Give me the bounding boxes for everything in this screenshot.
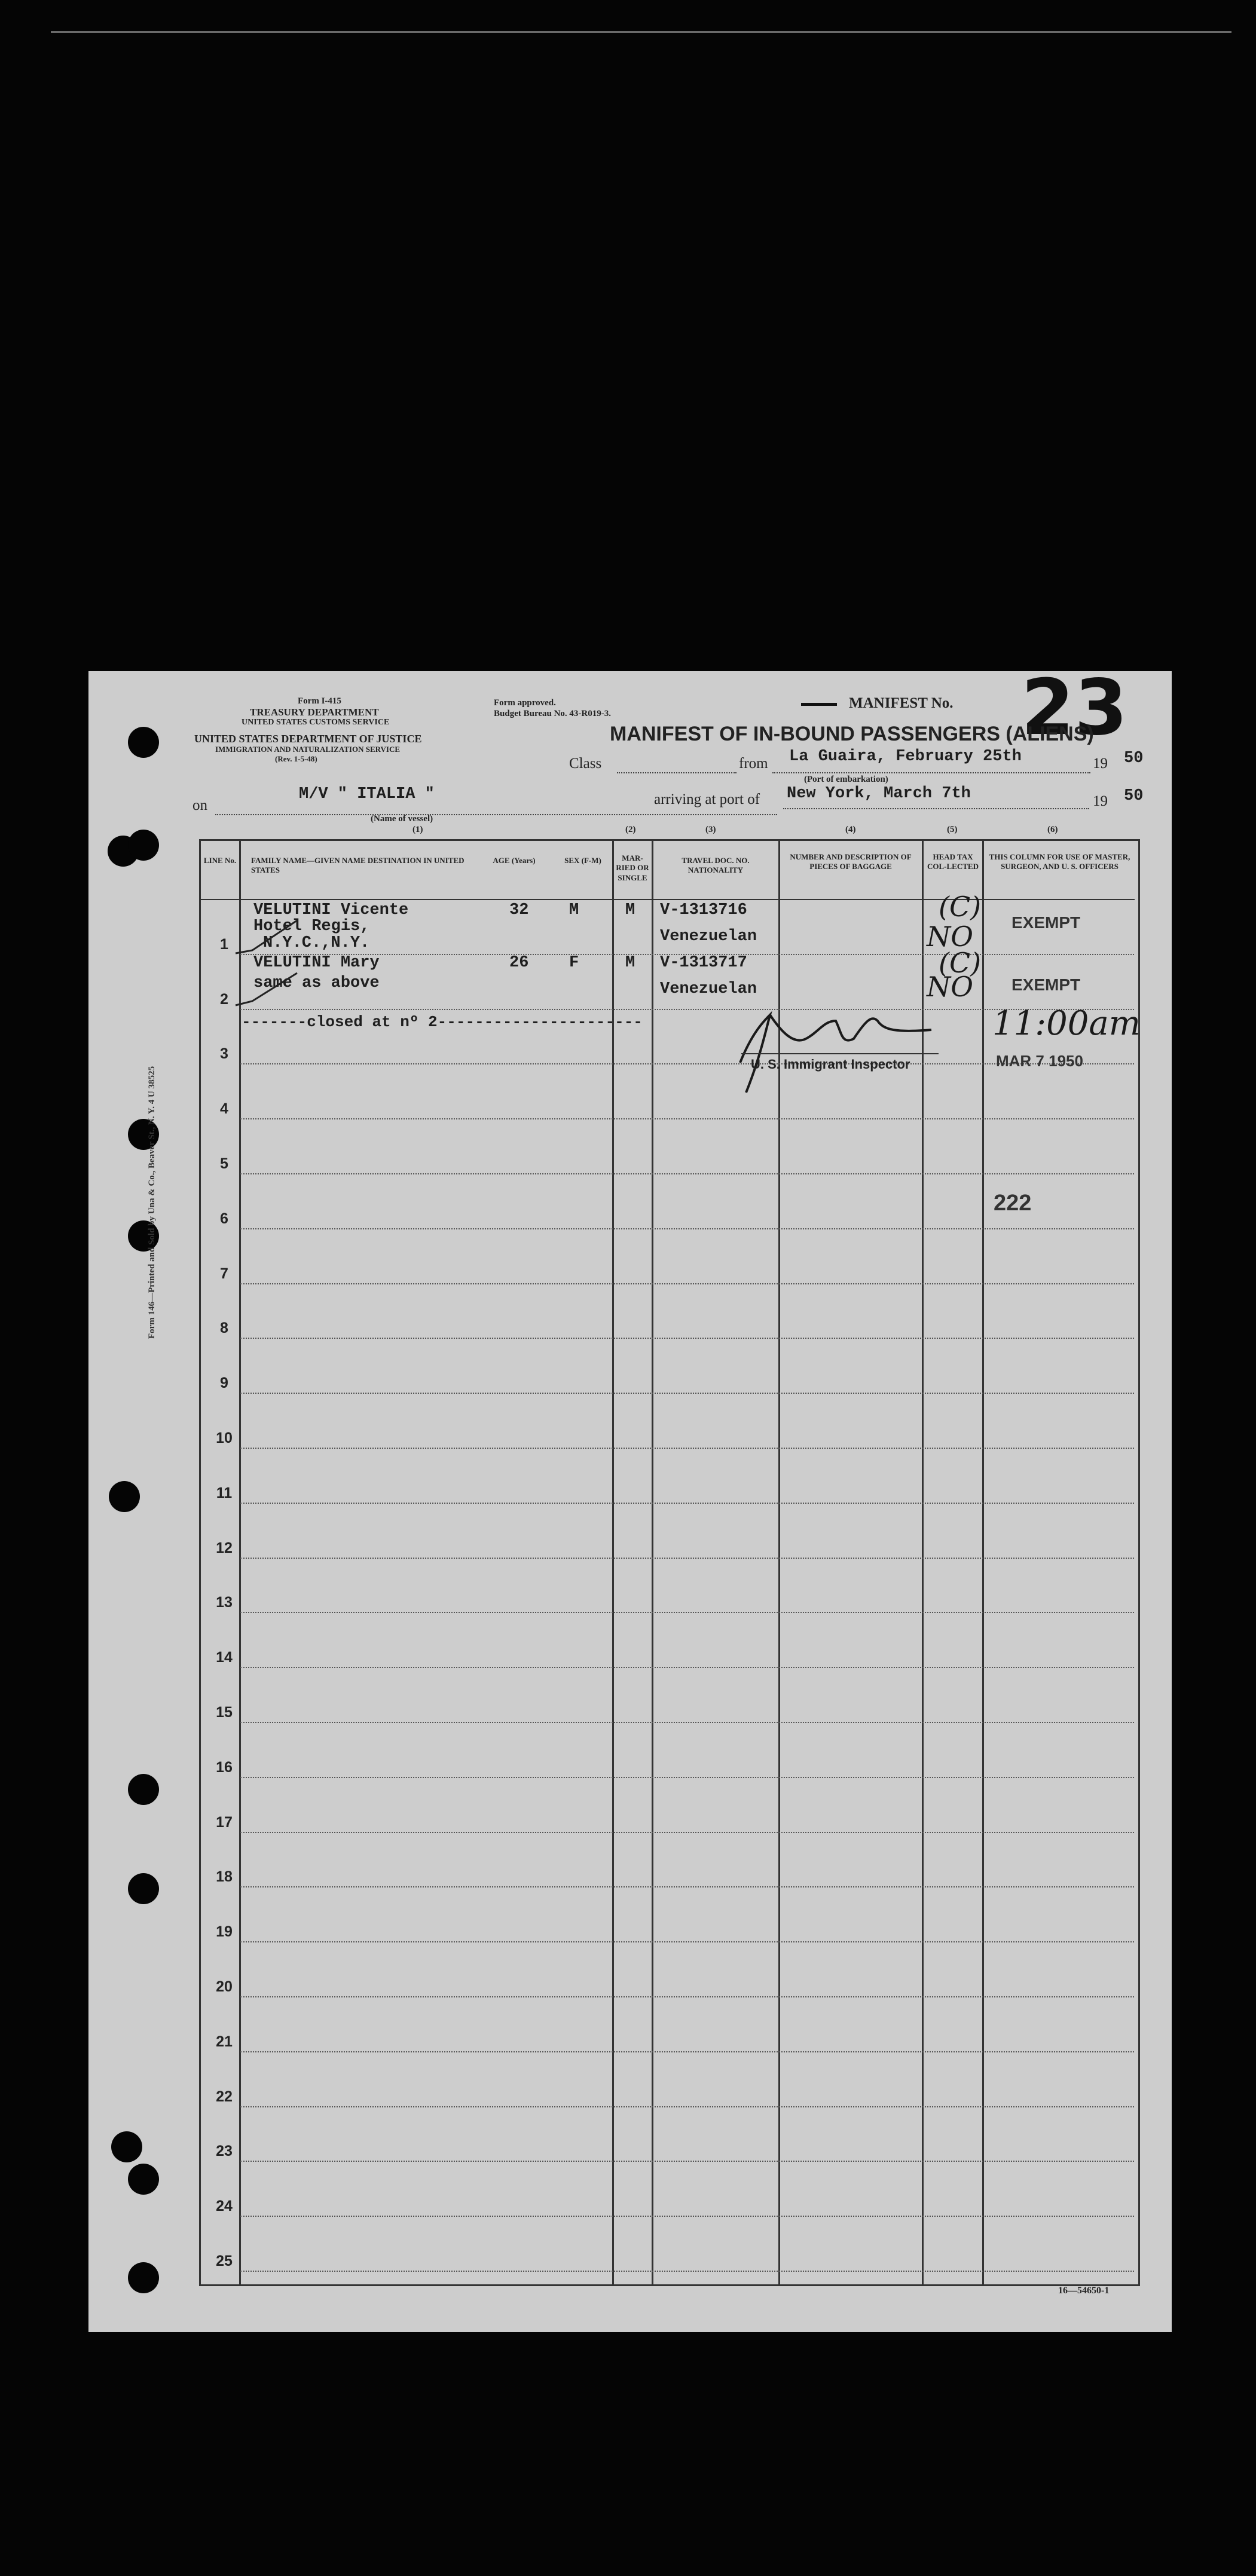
revision: (Rev. 1-5-48): [275, 754, 317, 763]
passenger-1-dest-2: N.Y.C.,N.Y.: [263, 934, 370, 952]
row-number: 13: [216, 1594, 233, 1611]
top-border-line: [51, 31, 1231, 33]
row-number: 14: [216, 1649, 233, 1666]
passenger-2-age: 26: [509, 954, 529, 972]
passenger-2-name: VELUTINI Mary: [253, 954, 380, 972]
passenger-2-exempt-stamp: EXEMPT: [1011, 975, 1081, 994]
row-number: 7: [220, 1265, 228, 1282]
form-number: Form I-415: [298, 696, 341, 706]
row-number: 12: [216, 1539, 233, 1556]
row-line: [240, 2051, 1134, 2052]
row-line: [240, 1503, 1134, 1504]
row-line: [240, 1118, 1134, 1119]
col-divider: [982, 839, 984, 2284]
row-number: 6: [220, 1210, 228, 1227]
col-head-line: LINE No.: [203, 856, 237, 865]
inspector-label: U. S. Immigrant Inspector: [751, 1057, 910, 1072]
passenger-1-exempt-stamp: EXEMPT: [1011, 913, 1081, 932]
vessel-name-label: (Name of vessel): [371, 814, 433, 824]
printer-margin-text: Form 146—Printed and Sold by Una & Co., Beaver St., N. Y. 4 U 38525: [147, 1066, 157, 1339]
row-number: 17: [216, 1813, 233, 1831]
row-number: 25: [216, 2253, 233, 2269]
row-line: [240, 1777, 1134, 1778]
row-line: [240, 1228, 1134, 1229]
arriving-label: arriving at port of: [654, 791, 760, 807]
col-divider: [239, 839, 241, 2284]
row-line: [240, 2271, 1134, 2272]
row-number: 18: [216, 1868, 233, 1886]
on-label: on: [192, 797, 207, 813]
manifest-label: MANIFEST No.: [849, 695, 954, 711]
row-line: [240, 1173, 1134, 1174]
vessel-name: M/V " ITALIA ": [299, 785, 435, 803]
time-handwritten: 11:00am: [992, 1004, 1141, 1043]
col-number: (2): [625, 825, 636, 834]
col-head-married: MAR-RIED OR SINGLE: [616, 853, 649, 882]
col-number: (5): [947, 825, 958, 834]
col-head-baggage: NUMBER AND DESCRIPTION OF PIECES OF BAGGAGE: [790, 852, 912, 871]
from-line: [772, 772, 1090, 773]
row-line: [240, 1886, 1134, 1887]
number-222: 222: [994, 1191, 1032, 1216]
col-number: (4): [845, 825, 856, 834]
manifest-title: MANIFEST OF IN-BOUND PASSENGERS (ALIENS): [610, 723, 1094, 745]
customs-service: UNITED STATES CUSTOMS SERVICE: [242, 718, 390, 727]
row-line: [240, 1283, 1134, 1284]
form-approved: Form approved.: [494, 698, 556, 708]
passenger-1-married: M: [625, 901, 635, 919]
passenger-2-married: M: [625, 954, 635, 972]
col-head-age: AGE (Years): [493, 856, 536, 865]
arrival-port: New York, March 7th: [787, 785, 971, 803]
inspector-line: [741, 1053, 939, 1054]
row-number: 5: [220, 1155, 228, 1172]
row-number: 2: [220, 990, 228, 1008]
col-head-sex: SEX (F-M): [564, 856, 601, 865]
binder-hole: [128, 1873, 159, 1904]
passenger-2-doc: V-1313717: [660, 954, 747, 972]
manifest-number: 23: [1021, 663, 1128, 752]
row-number: 21: [216, 2033, 233, 2050]
row-line: [240, 2106, 1134, 2107]
row-line: [240, 1996, 1134, 1997]
col-number: (1): [412, 825, 423, 834]
passenger-1-nationality: Venezuelan: [660, 928, 757, 946]
col-head-travel: TRAVEL DOC. NO. NATIONALITY: [682, 856, 750, 875]
closed-note: -------closed at nº 2----------------------: [242, 1013, 643, 1031]
row-line: [240, 1941, 1134, 1942]
passenger-2-dest-1: same as above: [253, 974, 380, 992]
row-number: 24: [216, 2198, 233, 2215]
col-number: (3): [705, 825, 716, 834]
check-mark-1: [234, 917, 300, 959]
passenger-2-nationality: Venezuelan: [660, 980, 757, 998]
col-number: (6): [1047, 825, 1058, 834]
binder-hole: [128, 2164, 159, 2195]
row-line: [240, 1338, 1134, 1339]
binder-hole: [111, 2131, 142, 2162]
col-divider: [652, 839, 653, 2284]
row-line: [240, 2216, 1134, 2217]
passenger-1-age: 32: [509, 901, 529, 919]
passenger-1-sex: M: [569, 901, 579, 919]
binder-hole: [128, 727, 159, 758]
budget-bureau: Budget Bureau No. 43-R019-3.: [494, 709, 611, 718]
header-rule: [201, 899, 1135, 900]
col-head-name: FAMILY NAME—GIVEN NAME DESTINATION IN UNITED STATES: [251, 856, 464, 875]
arrival-line: [783, 808, 1089, 809]
row-line: [240, 1722, 1134, 1723]
row-number: 8: [220, 1320, 228, 1337]
year-1: 50: [1124, 749, 1144, 767]
row-number: 11: [216, 1484, 233, 1501]
passenger-1-dest-1: Hotel Regis,: [253, 917, 370, 935]
binder-hole: [128, 1774, 159, 1805]
col-head-officers: THIS COLUMN FOR USE OF MASTER, SURGEON, AND U. S. OFFICERS: [989, 852, 1130, 871]
port-embark-label: (Port of embarkation): [804, 775, 888, 784]
inspector-signature: [722, 997, 937, 1099]
row-number: 10: [216, 1430, 233, 1446]
row-line: [240, 1832, 1134, 1833]
check-mark-2: [234, 968, 300, 1010]
row-number: 3: [220, 1045, 228, 1063]
treasury-dept: TREASURY DEPARTMENT: [250, 706, 379, 718]
passenger-1-tax-code: (C): [939, 891, 982, 923]
row-number: 19: [216, 1923, 233, 1941]
from-label: from: [739, 755, 768, 772]
row-line: [240, 2161, 1134, 2162]
passenger-2-sex: F: [569, 954, 579, 972]
ins-service: IMMIGRATION AND NATURALIZATION SERVICE: [215, 745, 401, 754]
passenger-1-tax: NO: [927, 920, 973, 953]
class-line: [617, 772, 737, 773]
row-number: 23: [216, 2143, 233, 2160]
footer-code: 16—54650-1: [1058, 2286, 1110, 2296]
row-number: 4: [220, 1100, 228, 1118]
row-line: [240, 1667, 1134, 1668]
row-line: [240, 1393, 1134, 1394]
row-number: 20: [216, 1978, 233, 1995]
manifest-dash: [801, 703, 837, 706]
passenger-2-tax: NO: [927, 971, 973, 1003]
col-divider: [612, 839, 614, 2284]
row-number: 22: [216, 2088, 233, 2105]
binder-hole: [109, 1481, 140, 1512]
row-number: 9: [220, 1375, 228, 1392]
passenger-1-doc: V-1313716: [660, 901, 747, 919]
year-prefix-2: 19: [1093, 793, 1108, 809]
passenger-2-tax-code: (C): [939, 947, 982, 979]
date-stamp: MAR 7 1950: [996, 1052, 1083, 1070]
justice-dept: UNITED STATES DEPARTMENT OF JUSTICE: [194, 733, 422, 745]
class-label: Class: [569, 755, 602, 772]
from-port: La Guaira, February 25th: [789, 748, 1022, 766]
year-prefix-1: 19: [1093, 755, 1108, 772]
row-line: [240, 1448, 1134, 1449]
row-number: 16: [216, 1758, 233, 1776]
col-head-tax: HEAD TAX COL-LECTED: [927, 852, 979, 871]
vessel-line: [215, 814, 777, 815]
passenger-1-name: VELUTINI Vicente: [253, 901, 409, 919]
row-line: [240, 1612, 1134, 1613]
binder-hole: [128, 830, 159, 861]
row-number: 15: [216, 1704, 233, 1721]
row-line: [240, 1558, 1134, 1559]
year-2: 50: [1124, 787, 1144, 805]
binder-hole: [128, 2262, 159, 2293]
row-number: 1: [220, 935, 228, 953]
